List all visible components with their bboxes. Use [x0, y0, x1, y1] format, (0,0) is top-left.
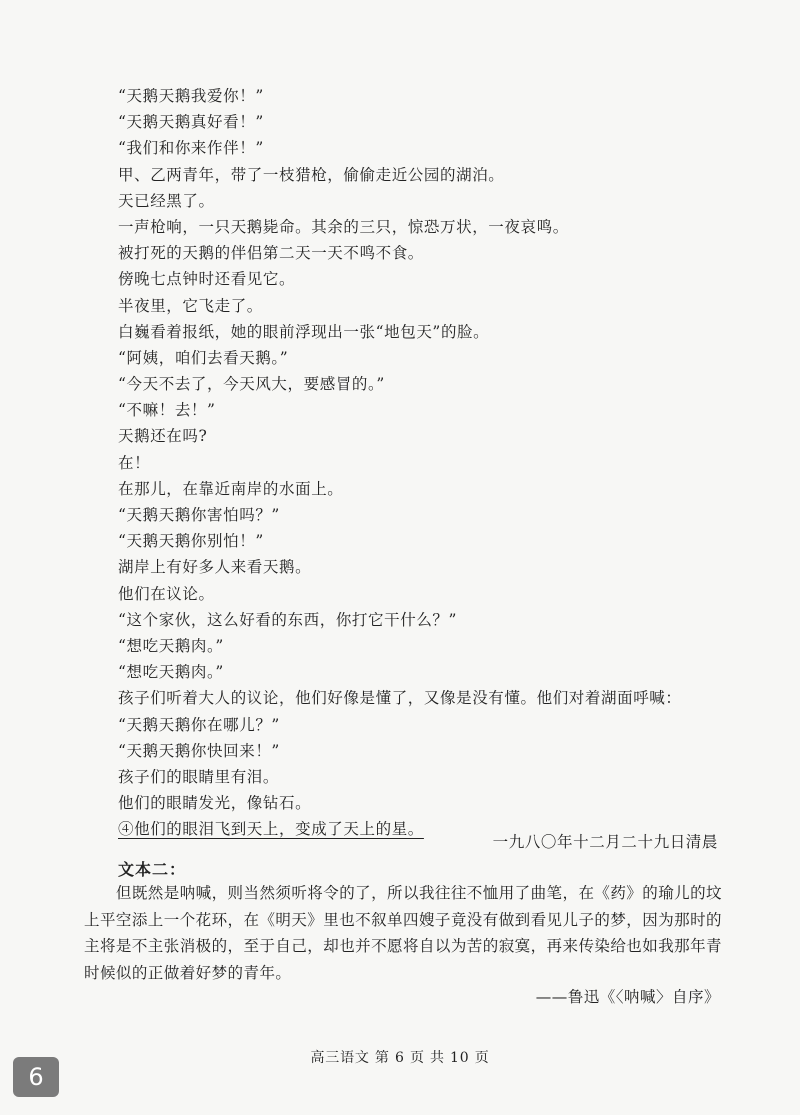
story-line: “天鹅天鹅真好看！”	[118, 113, 264, 132]
story-line: 天鹅还在吗?	[118, 427, 208, 446]
date-line: 一九八〇年十二月二十九日清晨	[492, 833, 718, 851]
story-line: 湖岸上有好多人来看天鹅。	[118, 558, 312, 577]
story-line: “我们和你来作伴！”	[118, 139, 264, 158]
story-line: “阿姨，咱们去看天鹅。”	[118, 348, 289, 367]
story-line: “今天不去了，今天风大，要感冒的。”	[118, 375, 385, 394]
story-line: 白巍看着报纸，她的眼前浮现出一张“地包天”的脸。	[118, 322, 490, 341]
story-line: “天鹅天鹅你别怕！”	[118, 532, 264, 551]
story-line: 他们的眼睛发光，像钻石。	[118, 794, 312, 813]
story-line: 天已经黑了。	[118, 191, 215, 210]
story-line: 一声枪响，一只天鹅毙命。其余的三只，惊恐万状，一夜哀鸣。	[118, 217, 569, 236]
story-line: 在！	[118, 453, 151, 472]
passage-line: 主将是不主张消极的，至于自己，却也并不愿将自以为苦的寂寞，再来传染给也如我那年青	[84, 937, 723, 955]
story-line: 他们在议论。	[118, 584, 215, 603]
story-line: “天鹅天鹅我爱你！”	[118, 87, 264, 105]
passage-line: 时候似的正做着好梦的青年。	[84, 963, 292, 982]
story-line: 孩子们听着大人的议论，他们好像是懂了，又像是没有懂。他们对着湖面呼喊：	[118, 689, 682, 708]
underlined-sentence-text: ④他们的眼泪飞到天上，变成了天上的星。	[118, 820, 424, 839]
story-line: 甲、乙两青年，带了一枝猎枪，偷偷走近公园的湖泊。	[118, 165, 505, 184]
story-line: 半夜里，它飞走了。	[118, 296, 263, 315]
section-heading: 文本二：	[118, 860, 187, 879]
story-line: “这个家伙，这么好看的东西，你打它干什么？”	[118, 610, 458, 629]
source-citation: ——鲁迅《〈呐喊〉自序》	[535, 988, 720, 1006]
story-text	[118, 83, 738, 842]
page-footer: 高三语文 第 6 页 共 10 页	[310, 1050, 490, 1066]
story-line: “想吃天鹅肉。”	[118, 663, 224, 682]
passage-line: 但既然是呐喊，则当然须听将令的了，所以我往往不恤用了曲笔，在《药》的瑜儿的坟	[84, 884, 723, 902]
story-line: “天鹅天鹅你快回来！”	[118, 741, 280, 760]
passage-line: 上平空添上一个花环，在《明天》里也不叙单四嫂子竟没有做到看见儿子的梦，因为那时的	[84, 910, 723, 929]
story-line: 孩子们的眼睛里有泪。	[118, 767, 280, 786]
story-line: 在那儿，在靠近南岸的水面上。	[118, 479, 344, 498]
story-line: 被打死的天鹅的伴侣第二天一天不鸣不食。	[118, 244, 424, 263]
page-number-badge: 6	[13, 1057, 59, 1097]
story-line: “天鹅天鹅你害怕吗？”	[118, 506, 280, 524]
passage-text	[84, 880, 724, 986]
story-line: 傍晚七点钟时还看见它。	[118, 270, 296, 289]
story-line: “不嘛！去！”	[118, 401, 216, 420]
story-line: “天鹅天鹅你在哪儿？”	[118, 715, 280, 734]
story-line: “想吃天鹅肉。”	[118, 636, 224, 655]
